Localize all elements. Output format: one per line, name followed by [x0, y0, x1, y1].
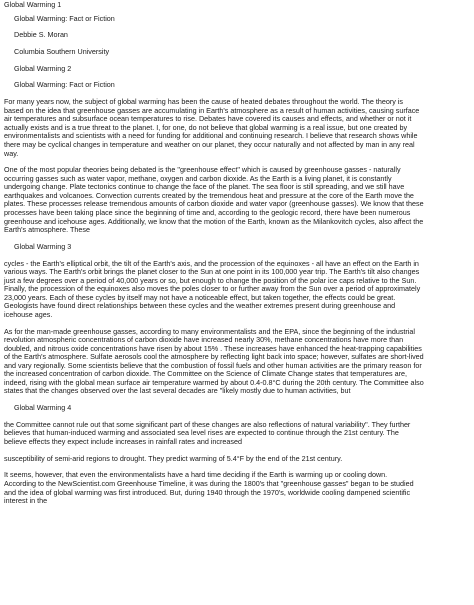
text-line: It seems, however, that even the environmentalists have a hard time deciding if the Earth is warming up or cooling down.	[4, 470, 388, 480]
text-line: As for the man-made greenhouse gasses, according to many environmentalists and the EPA, since the beginning of the industrial	[4, 326, 415, 336]
text-line: doubled, and nitrous oxide concentrations have risen by about 15% . These increases have enhanced the heat-trapping capabilities	[4, 343, 422, 353]
text-line: based on the idea that greenhouse gasses are accumulating in Earth's atmosphere as a result of human activities, causing surface	[4, 105, 420, 115]
running-head-4: Global Warming 4	[14, 403, 72, 413]
text-line: revolution atmospheric concentrations of carbon dioxide have increased nearly 30%, methane concentrations have more than	[4, 335, 404, 345]
text-line: interest in the	[4, 496, 48, 506]
text-line: One of the most popular theories being debated is the "greenhouse effect" which is caused by greenhouse gasses - naturally	[4, 165, 401, 175]
school-name: Columbia Southern University	[14, 47, 110, 57]
text-line: undergoing change. Plate tectonics continue to change the face of the planet. The sea floor is still spreading, and we still have	[4, 182, 405, 192]
text-line: greenhouse and icehouse ages. Additionally, we know that the motion of the Earth, known as the Milankovitch cycles, also affect the	[4, 216, 424, 226]
paragraph-6	[4, 455, 470, 464]
text-line: indeed, rising with the global mean surface air temperature warmed by about 0.4-0.8°C during the 20th century. The Committee also	[4, 377, 424, 387]
text-line: Finally, the procession of the equinoxes also moves the poles closer to or further away from the Sun over a period of approximately	[4, 284, 421, 294]
paragraph-2	[4, 166, 470, 234]
text-line: the Committee cannot rule out that some significant part of these changes are also reflections of natural variability". They further	[4, 419, 411, 429]
running-head-3: Global Warming 3	[14, 241, 72, 251]
text-line: icehouse ages.	[4, 309, 53, 319]
text-line: the increased concentration of carbon dioxide. The Committee on the Science of Climate Change states that temperatures are,	[4, 369, 407, 379]
doc-title-repeat: Global Warming: Fact or Fiction	[14, 80, 115, 90]
text-line: For many years now, the subject of global warming has been the cause of heated debates throughout the world. The theory is	[4, 97, 404, 107]
text-line: 23,000 years. Each of these cycles by itself may not have a noticeable effect, but taken together, the effects could be great.	[4, 292, 396, 302]
text-line: cycles - the Earth's elliptical orbit, the tilt of the Earth's axis, and the procession of the equinoxes - all have an effect on the Earth in	[4, 258, 419, 268]
text-line: actually exists and is a true threat to the planet. I, for one, do not believe that global warming is a real issue, but one created by	[4, 122, 408, 132]
paragraph-4	[4, 328, 470, 396]
text-line: occurring gasses such as water vapor, methane, oxygen and carbon dioxide. As the Earth is a living planet, it is constantly	[4, 173, 392, 183]
text-line: plates. These processes release tremendous amounts of carbon dioxide and water vapor (greenhouse gasses). We know that these	[4, 199, 424, 209]
text-line: there may be cyclical changes in temperature and weather on our planet, they occur naturally and not affected by man in any real	[4, 139, 415, 149]
text-line: According to the NewScientist.com Greenhouse Timeline, it was during the 1800's that "greenhouse gasses" began to be studied	[4, 478, 414, 488]
text-line: susceptibility of semi-arid regions to drought. They predict warming of 5.4°F by the end of the 21st century.	[4, 453, 343, 463]
author-name: Debbie S. Moran	[14, 30, 68, 40]
text-line: just a few degrees over a period of 40,000 years or so, but enough to change the position of the polar ice caps relative to the Sun.	[4, 275, 417, 285]
text-line: way.	[4, 148, 19, 158]
paragraph-5	[4, 421, 470, 447]
text-line: Geologists have found direct relationships between these cycles and the weather extremes present during greenhouse and	[4, 301, 396, 311]
text-line: Earth's atmosphere. These	[4, 225, 90, 235]
text-line: of the Earth's atmosphere. Sulfate aerosols cool the atmosphere by reflecting light back into space; however, sulfates are short-lived	[4, 352, 424, 362]
text-line: and the idea of global warming was first introduced. But, during 1940 through the 1970's, worldwide cooling dampened scientific	[4, 487, 411, 497]
text-line: earthquakes and volcanoes. Convection currents created by the tremendous heat and pressure at the core of the Earth move the	[4, 190, 414, 200]
text-line: processes have been taking place since the beginning of time and, according to the geologic record, there have been numerous	[4, 207, 411, 217]
paragraph-1	[4, 98, 470, 158]
text-line: states that the changes observed over the last several decades are "likely mostly due to human activities, but	[4, 386, 351, 396]
running-head-2: Global Warming 2	[14, 63, 72, 73]
paragraph-7	[4, 471, 470, 505]
text-line: various ways. The Earth's orbit brings the planet closer to the Sun at one point in its 100,000 year trip. The Earth's tilt also changes	[4, 267, 420, 277]
text-line: and vary regionally. Some scientists believe that the combustion of fossil fuels and other human activities are the primary reason for	[4, 360, 422, 370]
running-head: Global Warming 1	[4, 0, 62, 9]
text-line: air temperatures and subsurface ocean temperatures to rise. Debates have covered its causes and effects, and whether or not it	[4, 114, 412, 124]
text-line: believe effects they expect include increases in rainfall rates and increased	[4, 436, 242, 446]
text-line: believes that human-induced warming and associated sea level rises are expected to continue through the 21st century. The	[4, 428, 399, 438]
doc-title: Global Warming: Fact or Fiction	[14, 13, 115, 23]
text-line: environmentalists and scientists with a need for funding for additional and continuing research. I believe that research shows while	[4, 131, 418, 141]
paragraph-3	[4, 260, 470, 320]
